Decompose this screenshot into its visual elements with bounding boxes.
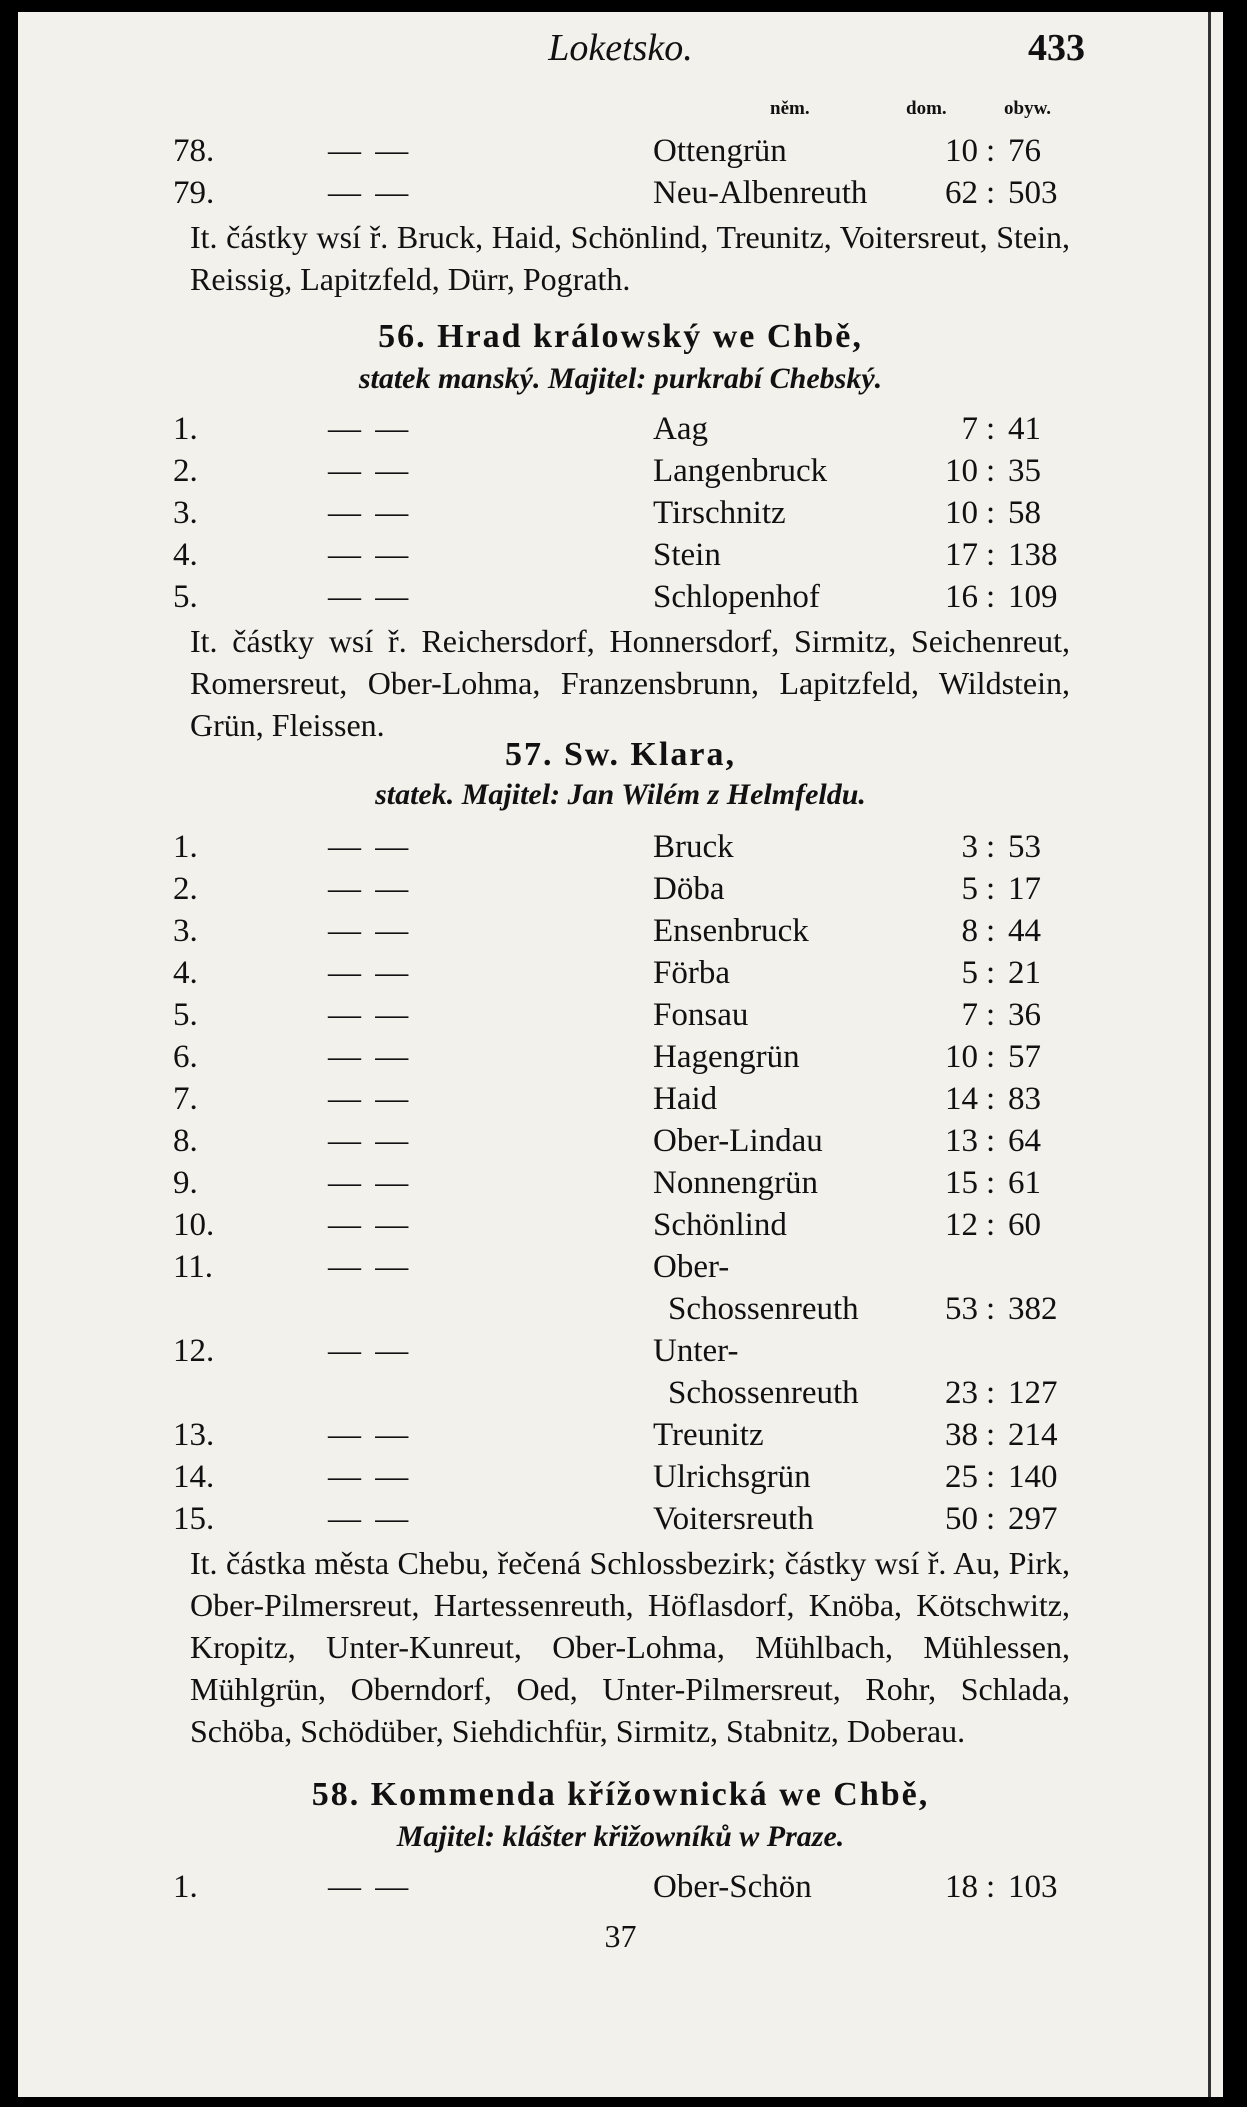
population-count: 44 — [1008, 913, 1041, 949]
section-56-title: 56. Hrad králowský we Chbě, — [378, 318, 863, 355]
table-row: 1. — — Aag 7 : 41 — [18, 408, 1223, 450]
ditto-dashes: — — — [328, 175, 412, 211]
house-count: 5 — [961, 955, 978, 991]
table-row: 1. — — Bruck 3 : 53 — [18, 826, 1223, 868]
place-name-part-1: Ober- — [653, 1249, 730, 1285]
column-head-obyw: obyw. — [1004, 98, 1051, 119]
table-row: 79. — — Neu-Albenreuth 62 : 503 — [18, 172, 1223, 214]
ditto-dashes: — — — [328, 1039, 412, 1075]
table-row: 3. — — Ensenbruck 8 : 44 — [18, 910, 1223, 952]
house-count: 7 — [961, 411, 978, 447]
section-58-title: 58. Kommenda křížownická we Chbě, — [311, 1776, 930, 1813]
table-row: 4. — — Stein 17 : 138 — [18, 534, 1223, 576]
row-number: 11. — [173, 1249, 214, 1285]
table-row: 78. — — Ottengrün 10 : 76 — [18, 130, 1223, 172]
ditto-dashes: — — — [328, 411, 412, 447]
house-count: 7 — [961, 997, 978, 1033]
row-number: 2. — [173, 871, 198, 907]
place-name: Nonnengrün — [653, 1165, 818, 1201]
row-number: 1. — [173, 1869, 198, 1905]
place-name: Schönlind — [653, 1207, 787, 1243]
document-page — [18, 12, 1223, 2097]
table-row: 7. — — Haid 14 : 83 — [18, 1078, 1223, 1120]
place-name: Schlopenhof — [653, 579, 820, 615]
row-number: 4. — [173, 955, 198, 991]
table-row: 5. — — Schlopenhof 16 : 109 — [18, 576, 1223, 618]
population-count: 53 — [1008, 829, 1041, 865]
place-name: Ottengrün — [653, 133, 787, 169]
house-count: 10 — [945, 495, 978, 531]
house-count: 10 — [945, 133, 978, 169]
population-count: 297 — [1008, 1501, 1058, 1537]
population-count: 21 — [1008, 955, 1041, 991]
table-row — [18, 1246, 1223, 1288]
table-row: 14. — — Ulrichsgrün 25 : 140 — [18, 1456, 1223, 1498]
house-count: 25 — [945, 1459, 978, 1495]
row-number: 5. — [173, 579, 198, 615]
row-number: 79. — [173, 175, 215, 211]
ditto-dashes: — — — [328, 997, 412, 1033]
house-count: 12 — [945, 1207, 978, 1243]
ditto-dashes: — — — [328, 1081, 412, 1117]
ditto-dashes: — — — [328, 1333, 412, 1369]
population-count: 503 — [1008, 175, 1058, 211]
printer-signature: 37 — [604, 1918, 637, 1954]
ditto-dashes: — — — [328, 871, 412, 907]
place-name: Neu-Albenreuth — [653, 175, 868, 211]
row-number: 5. — [173, 997, 198, 1033]
house-count: 14 — [945, 1081, 978, 1117]
row-number: 12. — [173, 1333, 215, 1369]
ditto-dashes: — — — [328, 1123, 412, 1159]
population-count: 214 — [1008, 1417, 1058, 1453]
column-head-dom: dom. — [906, 98, 947, 119]
place-name-part-2: Schossenreuth — [668, 1375, 859, 1411]
place-name: Stein — [653, 537, 721, 573]
ditto-dashes: — — — [328, 1869, 412, 1905]
place-name: Voitersreuth — [653, 1501, 814, 1537]
section-56-subtitle: statek manský. Majitel: purkrabí Chebský. — [358, 362, 883, 395]
row-number: 4. — [173, 537, 198, 573]
house-count: 16 — [945, 579, 978, 615]
row-number: 78. — [173, 133, 215, 169]
house-count: 18 — [945, 1869, 978, 1905]
row-number: 9. — [173, 1165, 198, 1201]
table-row-continuation: Schossenreuth 53 : 382 — [18, 1288, 1223, 1330]
section-56-note: It. částky wsí ř. Reichersdorf, Honnersdorf, Sirmitz, Seichenreut, Romersreut, Ober-Lohma, Franzensbrunn, Lapitzfeld, Wildstein, Grün, Fleissen. — [190, 623, 1070, 743]
table-row: 10. — — Schönlind 12 : 60 — [18, 1204, 1223, 1246]
column-head-nem: něm. — [770, 98, 810, 119]
section-57-subtitle: statek. Majitel: Jan Wilém z Helmfeldu. — [375, 778, 866, 811]
house-count: 23 — [945, 1375, 978, 1411]
row-number: 3. — [173, 913, 198, 949]
ditto-dashes: — — — [328, 537, 412, 573]
population-count: 36 — [1008, 997, 1041, 1033]
table-row: 1. — — Ober-Schön 18 : 103 — [18, 1866, 1223, 1908]
house-count: 38 — [945, 1417, 978, 1453]
ditto-dashes: — — — [328, 913, 412, 949]
table-row: 6. — — Hagengrün 10 : 57 — [18, 1036, 1223, 1078]
place-name: Langenbruck — [653, 453, 828, 489]
place-name: Bruck — [653, 829, 734, 865]
table-row: 5. — — Fonsau 7 : 36 — [18, 994, 1223, 1036]
table-row: 13. — — Treunitz 38 : 214 — [18, 1414, 1223, 1456]
population-count: 138 — [1008, 537, 1058, 573]
top-note: It. částky wsí ř. Bruck, Haid, Schönlind, Treunitz, Voitersreut, Stein, Reissig, Lapitzfeld, Dürr, Pograth. — [190, 219, 1070, 297]
section-58-subtitle: Majitel: klášter křižowníků w Praze. — [396, 1820, 845, 1853]
place-name-part-1: Unter- — [653, 1333, 739, 1369]
page-number: 433 — [1028, 27, 1085, 69]
place-name: Ober-Lindau — [653, 1123, 823, 1159]
ditto-dashes: — — — [328, 829, 412, 865]
population-count: 140 — [1008, 1459, 1058, 1495]
table-row — [18, 1330, 1223, 1372]
row-number: 2. — [173, 453, 198, 489]
place-name-part-2: Schossenreuth — [668, 1291, 859, 1327]
row-number: 3. — [173, 495, 198, 531]
house-count: 50 — [945, 1501, 978, 1537]
house-count: 8 — [961, 913, 978, 949]
place-name: Aag — [653, 411, 708, 447]
ditto-dashes: — — — [328, 579, 412, 615]
table-row: 4. — — Förba 5 : 21 — [18, 952, 1223, 994]
population-count: 382 — [1008, 1291, 1058, 1327]
population-count: 83 — [1008, 1081, 1041, 1117]
place-name: Fonsau — [653, 997, 749, 1033]
population-count: 61 — [1008, 1165, 1041, 1201]
place-name: Ensenbruck — [653, 913, 809, 949]
ditto-dashes: — — — [328, 1459, 412, 1495]
house-count: 5 — [961, 871, 978, 907]
table-row: 2. — — Langenbruck 10 : 35 — [18, 450, 1223, 492]
house-count: 13 — [945, 1123, 978, 1159]
table-row-continuation: Schossenreuth 23 : 127 — [18, 1372, 1223, 1414]
table-row: 9. — — Nonnengrün 15 : 61 — [18, 1162, 1223, 1204]
house-count: 10 — [945, 1039, 978, 1075]
ditto-dashes: — — — [328, 1165, 412, 1201]
row-number: 7. — [173, 1081, 198, 1117]
row-number: 14. — [173, 1459, 215, 1495]
row-number: 10. — [173, 1207, 215, 1243]
table-row: 15. — — Voitersreuth 50 : 297 — [18, 1498, 1223, 1540]
section-57-note: It. částka města Chebu, řečená Schlossbezirk; částky wsí ř. Au, Pirk, Ober-Pilmersreut, Hartessenreuth, Höflasdorf, Knöba, Kötschwitz, Kropitz, Unter-Kunreut, Ober-Lohma, Mühlbach, Mühlessen, Mühlgrün, Oberndorf, Oed, Unter-Pilmersreut, Rohr, Schlada, Schöba, Schödüber, Siehdichfür, Sirmitz, Stabnitz, Doberau. — [190, 1545, 1070, 1749]
row-number: 6. — [173, 1039, 198, 1075]
ditto-dashes: — — — [328, 495, 412, 531]
population-count: 58 — [1008, 495, 1041, 531]
house-count: 10 — [945, 453, 978, 489]
section-57-title: 57. Sw. Klara, — [504, 736, 737, 773]
house-count: 53 — [945, 1291, 978, 1327]
row-number: 13. — [173, 1417, 215, 1453]
place-name: Hagengrün — [653, 1039, 800, 1075]
row-number: 15. — [173, 1501, 215, 1537]
row-number: 1. — [173, 829, 198, 865]
ditto-dashes: — — — [328, 1249, 412, 1285]
population-count: 103 — [1008, 1869, 1058, 1905]
ditto-dashes: — — — [328, 1501, 412, 1537]
population-count: 57 — [1008, 1039, 1041, 1075]
ditto-dashes: — — — [328, 133, 412, 169]
house-count: 15 — [945, 1165, 978, 1201]
running-title: Loketsko. — [548, 27, 693, 69]
row-number: 8. — [173, 1123, 198, 1159]
population-count: 76 — [1008, 133, 1041, 169]
population-count: 109 — [1008, 579, 1058, 615]
house-count: 17 — [945, 537, 978, 573]
place-name: Ulrichsgrün — [653, 1459, 811, 1495]
population-count: 41 — [1008, 411, 1041, 447]
place-name: Döba — [653, 871, 725, 907]
table-row: 8. — — Ober-Lindau 13 : 64 — [18, 1120, 1223, 1162]
population-count: 60 — [1008, 1207, 1041, 1243]
population-count: 64 — [1008, 1123, 1041, 1159]
place-name: Ober-Schön — [653, 1869, 812, 1905]
place-name: Haid — [653, 1081, 718, 1117]
ditto-dashes: — — — [328, 1417, 412, 1453]
row-number: 1. — [173, 411, 198, 447]
place-name: Förba — [653, 955, 730, 991]
place-name: Treunitz — [653, 1417, 764, 1453]
house-count: 62 — [945, 175, 978, 211]
table-row: 3. — — Tirschnitz 10 : 58 — [18, 492, 1223, 534]
ditto-dashes: — — — [328, 453, 412, 489]
table-row: 2. — — Döba 5 : 17 — [18, 868, 1223, 910]
house-count: 3 — [961, 829, 978, 865]
population-count: 127 — [1008, 1375, 1058, 1411]
population-count: 17 — [1008, 871, 1041, 907]
ditto-dashes: — — — [328, 1207, 412, 1243]
population-count: 35 — [1008, 453, 1041, 489]
ditto-dashes: — — — [328, 955, 412, 991]
place-name: Tirschnitz — [653, 495, 786, 531]
